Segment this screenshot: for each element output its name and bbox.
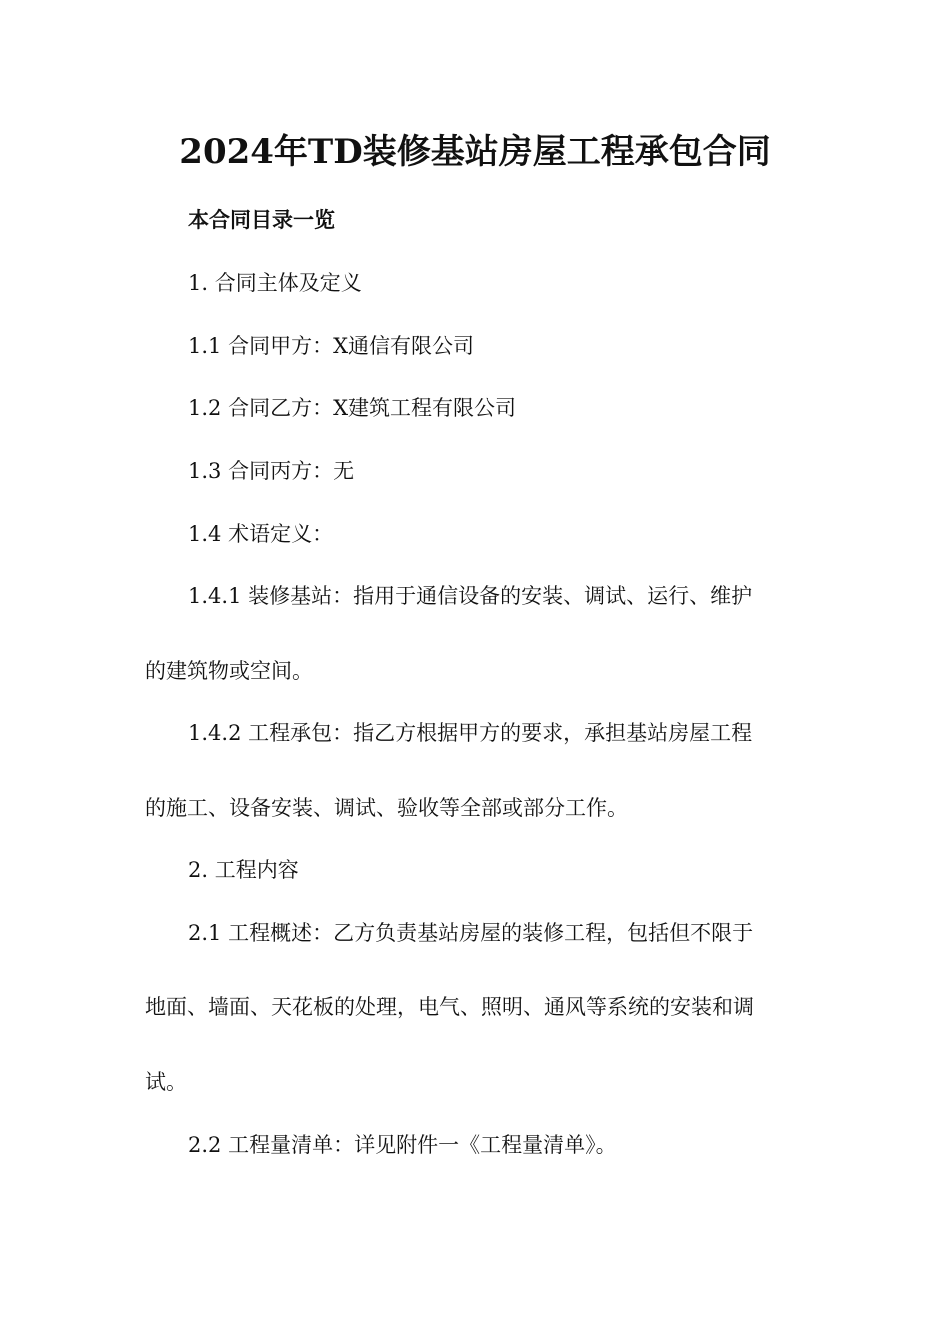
clause-1-3: 1.3 合同丙方：无 <box>188 459 355 483</box>
clause-1-2: 1.2 合同乙方：X建筑工程有限公司 <box>188 396 517 420</box>
clause-2-2: 2.2 工程量清单：详见附件一《工程量清单》。 <box>188 1133 617 1157</box>
clause-1-4-2-line-2: 的施工、设备安装、调试、验收等全部或部分工作。 <box>145 796 628 820</box>
clause-2-1-line-2: 地面、墙面、天花板的处理，电气、照明、通风等系统的安装和调 <box>145 995 754 1019</box>
clause-1-1: 1.1 合同甲方：X通信有限公司 <box>188 334 475 358</box>
document-title: 2024年TD装修基站房屋工程承包合同 <box>179 132 771 172</box>
clause-1-4-1-line-1: 1.4.1 装修基站：指用于通信设备的安装、调试、运行、维护 <box>188 584 753 608</box>
section-heading-2: 2. 工程内容 <box>188 858 299 882</box>
clause-2-1-line-3: 试。 <box>145 1070 187 1094</box>
clause-1-4-1-line-2: 的建筑物或空间。 <box>145 659 313 683</box>
clause-2-1-line-1: 2.1 工程概述：乙方负责基站房屋的装修工程，包括但不限于 <box>188 921 754 945</box>
clause-1-4: 1.4 术语定义： <box>188 522 334 546</box>
table-of-contents-heading: 本合同目录一览 <box>188 207 335 232</box>
section-heading-1: 1. 合同主体及定义 <box>188 271 362 295</box>
clause-1-4-2-line-1: 1.4.2 工程承包：指乙方根据甲方的要求，承担基站房屋工程 <box>188 721 753 745</box>
